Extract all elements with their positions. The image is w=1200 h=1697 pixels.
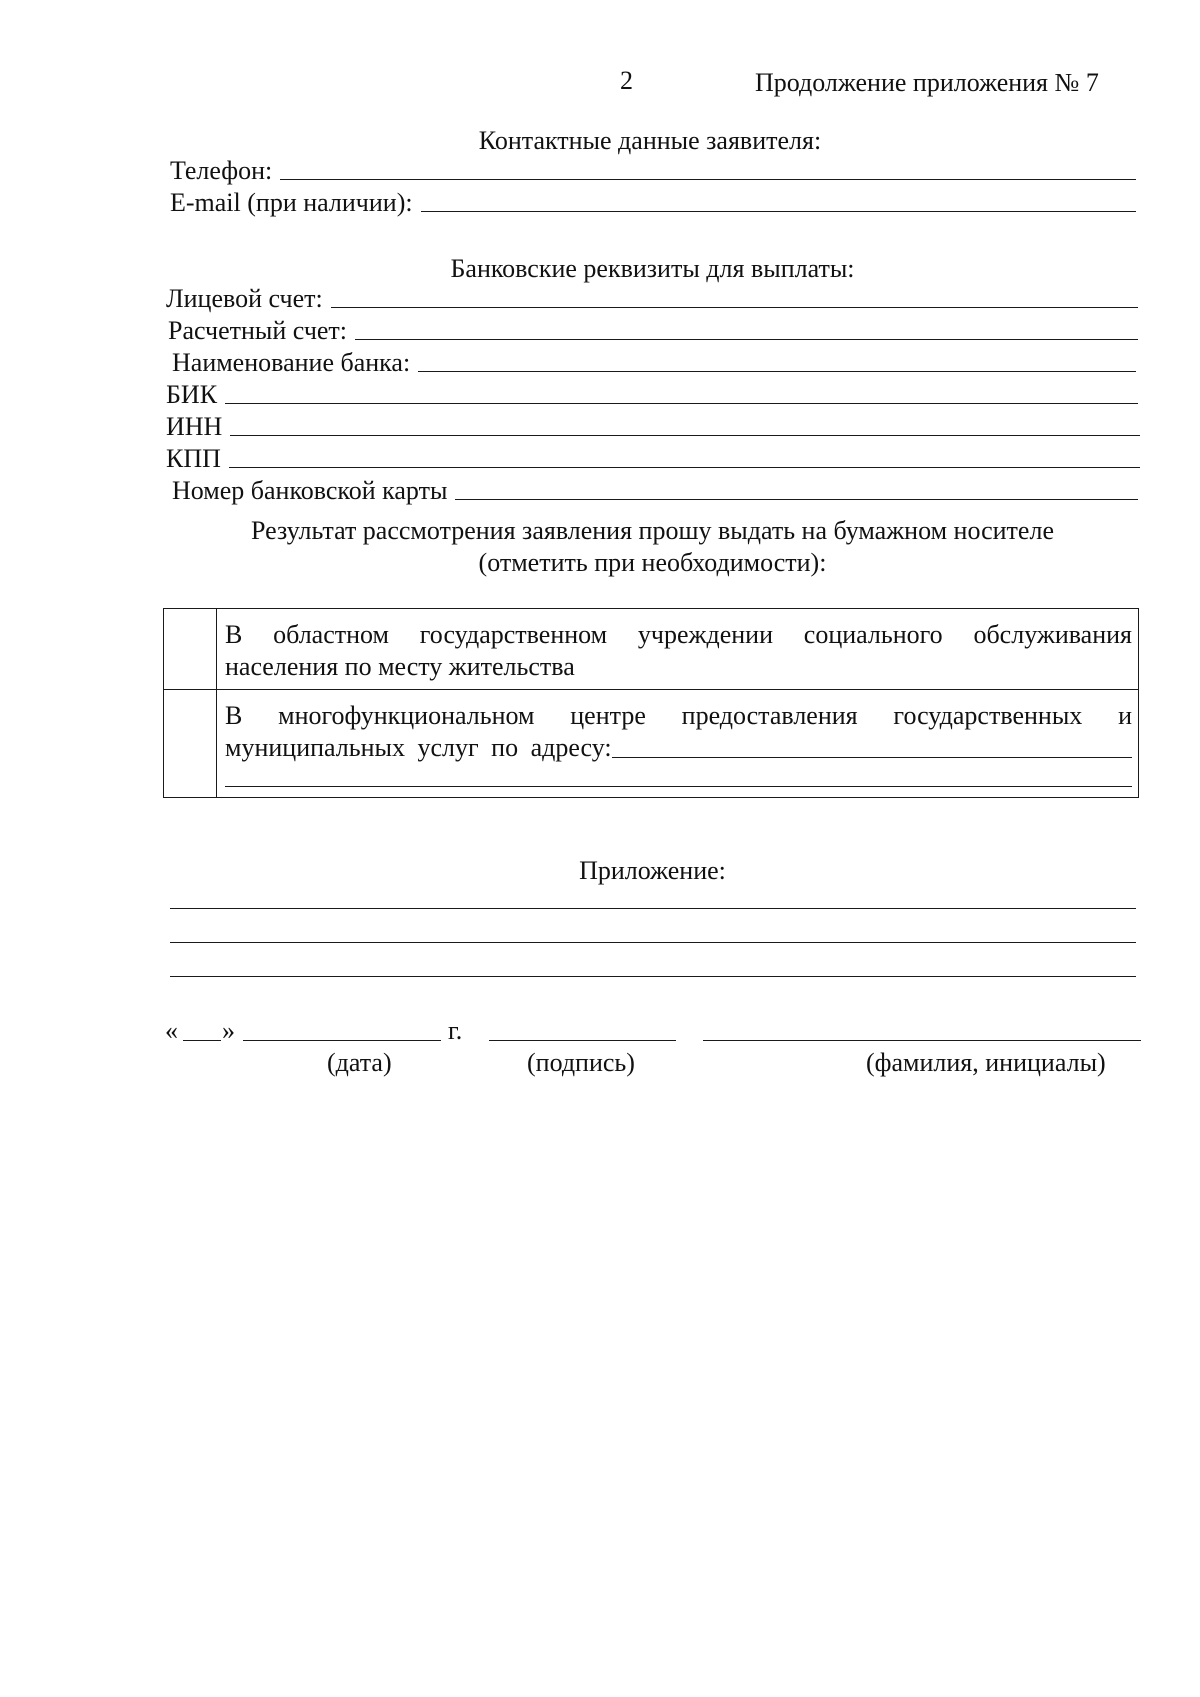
phone-line <box>280 179 1136 180</box>
page-number: 2 <box>620 66 633 95</box>
option2-line1: В многофункциональном центре предоставления государственных и <box>225 701 1132 730</box>
date-month-line[interactable] <box>243 1040 441 1041</box>
bank-title: Банковские реквизиты для выплаты: <box>450 254 855 283</box>
name-caption: (фамилия, инициалы) <box>866 1048 1106 1077</box>
mfc-address-line <box>612 757 1132 758</box>
kpp-line <box>229 467 1140 468</box>
option1-line2: населения по месту жительства <box>225 652 575 681</box>
year-suffix: г. <box>448 1016 463 1045</box>
email-label: E-mail (при наличии): <box>170 188 413 217</box>
inn-line <box>230 435 1140 436</box>
option-checkbox-social-institution[interactable] <box>164 609 217 690</box>
kpp-field[interactable] <box>166 444 1140 474</box>
phone-label: Телефон: <box>170 156 273 185</box>
signature-line[interactable] <box>489 1040 676 1041</box>
mfc-address-field[interactable] <box>225 732 1132 764</box>
bik-label: БИК <box>166 380 218 409</box>
continuation-note: Продолжение приложения № 7 <box>755 68 1099 97</box>
bik-field[interactable] <box>166 380 1138 410</box>
card-number-label: Номер банковской карты <box>172 476 448 505</box>
option-row-social-institution <box>164 609 1139 690</box>
inn-label: ИНН <box>166 412 223 441</box>
option-text-mfc <box>217 690 1139 798</box>
card-number-line <box>455 499 1138 500</box>
attachment-line-2[interactable] <box>170 942 1136 943</box>
result-instruction-line1: Результат рассмотрения заявления прошу выдать на бумажном носителе <box>251 516 1054 545</box>
option-row-mfc <box>164 690 1139 798</box>
option2-line2: муниципальных услуг по адресу: <box>225 733 612 762</box>
settlement-account-field[interactable] <box>168 316 1138 346</box>
date-day-open-quote: « <box>165 1016 178 1045</box>
bank-name-label: Наименование банка: <box>172 348 411 377</box>
attachment-title: Приложение: <box>579 856 726 885</box>
attachment-line-1[interactable] <box>170 908 1136 909</box>
personal-account-line <box>331 307 1138 308</box>
signature-caption: (подпись) <box>527 1048 635 1077</box>
delivery-options-table <box>163 608 1139 798</box>
personal-account-label: Лицевой счет: <box>166 284 323 313</box>
personal-account-field[interactable] <box>166 284 1138 314</box>
bik-line <box>225 403 1138 404</box>
email-field[interactable] <box>170 188 1136 218</box>
email-line <box>421 211 1136 212</box>
date-day-line[interactable] <box>183 1040 221 1041</box>
full-name-line[interactable] <box>703 1040 1141 1041</box>
option1-line1: В областном государственном учреждении социального обслуживания <box>225 620 1132 649</box>
settlement-account-line <box>355 339 1138 340</box>
option-text-social-institution <box>217 609 1139 690</box>
bank-name-line <box>418 371 1136 372</box>
mfc-address-line-2[interactable] <box>225 764 1132 787</box>
settlement-account-label: Расчетный счет: <box>168 316 348 345</box>
date-caption: (дата) <box>327 1048 392 1077</box>
inn-field[interactable] <box>166 412 1140 442</box>
contacts-title: Контактные данные заявителя: <box>478 126 822 155</box>
phone-field[interactable] <box>170 156 1136 186</box>
option-checkbox-mfc[interactable] <box>164 690 217 798</box>
attachment-line-3[interactable] <box>170 976 1136 977</box>
kpp-label: КПП <box>166 444 221 473</box>
bank-name-field[interactable] <box>172 348 1136 378</box>
card-number-field[interactable] <box>172 476 1138 506</box>
date-day-close-quote: » <box>222 1016 235 1045</box>
result-instruction-line2: (отметить при необходимости): <box>478 548 827 577</box>
